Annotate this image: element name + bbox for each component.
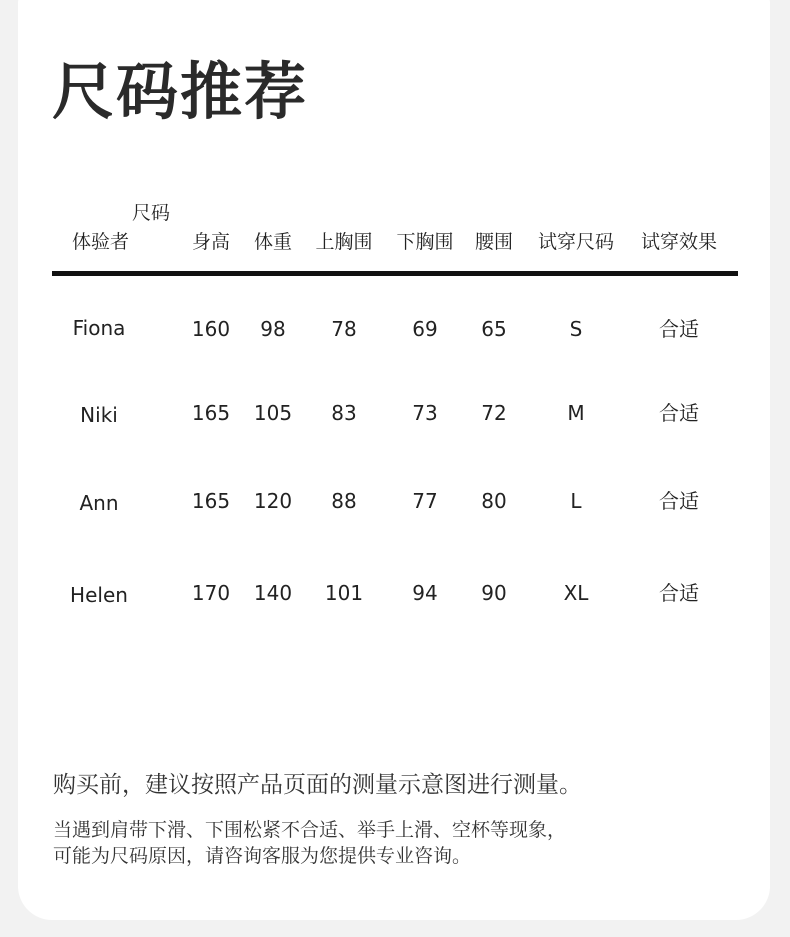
header-size-label: 尺码 bbox=[132, 202, 171, 224]
row-height: 165 bbox=[191, 489, 231, 513]
header-height: 身高 bbox=[191, 231, 231, 253]
header-tried-size: 试穿尺码 bbox=[537, 231, 615, 253]
row-name: Helen bbox=[70, 583, 128, 607]
row-under-bust: 94 bbox=[412, 581, 438, 605]
row-waist: 80 bbox=[481, 489, 507, 513]
row-waist: 65 bbox=[481, 317, 507, 341]
row-tried-size: M bbox=[567, 401, 585, 425]
header-divider bbox=[52, 271, 738, 276]
row-tried-size: L bbox=[570, 489, 582, 513]
row-tried-size: XL bbox=[563, 581, 589, 605]
header-weight: 体重 bbox=[253, 231, 293, 253]
row-weight: 105 bbox=[253, 401, 293, 425]
row-name: Ann bbox=[79, 491, 119, 515]
header-waist: 腰围 bbox=[474, 231, 514, 253]
row-weight: 98 bbox=[260, 317, 286, 341]
size-issue-note bbox=[53, 817, 566, 869]
row-under-bust: 73 bbox=[412, 401, 438, 425]
size-issue-note-line2: 可能为尺码原因，请咨询客服为您提供专业咨询。 bbox=[53, 845, 472, 867]
header-under-bust: 下胸围 bbox=[396, 231, 454, 253]
row-tried-size: S bbox=[569, 317, 583, 341]
row-fit-result: 合适 bbox=[659, 401, 699, 425]
size-issue-note-line1: 当遇到肩带下滑、下围松紧不合适、举手上滑、空杯等现象， bbox=[53, 819, 567, 841]
row-name: Fiona bbox=[72, 316, 126, 340]
row-waist: 90 bbox=[481, 581, 507, 605]
header-tester-label: 体验者 bbox=[72, 231, 130, 253]
row-under-bust: 69 bbox=[412, 317, 438, 341]
row-upper-bust: 88 bbox=[331, 489, 357, 513]
row-height: 165 bbox=[191, 401, 231, 425]
row-under-bust: 77 bbox=[412, 489, 438, 513]
row-name: Niki bbox=[80, 403, 118, 427]
header-upper-bust: 上胸围 bbox=[315, 231, 373, 253]
row-waist: 72 bbox=[481, 401, 507, 425]
row-fit-result: 合适 bbox=[659, 489, 699, 513]
header-fit-result: 试穿效果 bbox=[640, 231, 718, 253]
row-upper-bust: 83 bbox=[331, 401, 357, 425]
row-weight: 140 bbox=[253, 581, 293, 605]
row-height: 170 bbox=[191, 581, 231, 605]
measurement-advice: 购买前，建议按照产品页面的测量示意图进行测量。 bbox=[53, 772, 582, 798]
row-height: 160 bbox=[191, 317, 231, 341]
row-fit-result: 合适 bbox=[659, 317, 699, 341]
row-upper-bust: 78 bbox=[331, 317, 357, 341]
page-title: 尺码推荐 bbox=[52, 55, 309, 128]
row-weight: 120 bbox=[253, 489, 293, 513]
row-fit-result: 合适 bbox=[659, 581, 699, 605]
row-upper-bust: 101 bbox=[324, 581, 364, 605]
